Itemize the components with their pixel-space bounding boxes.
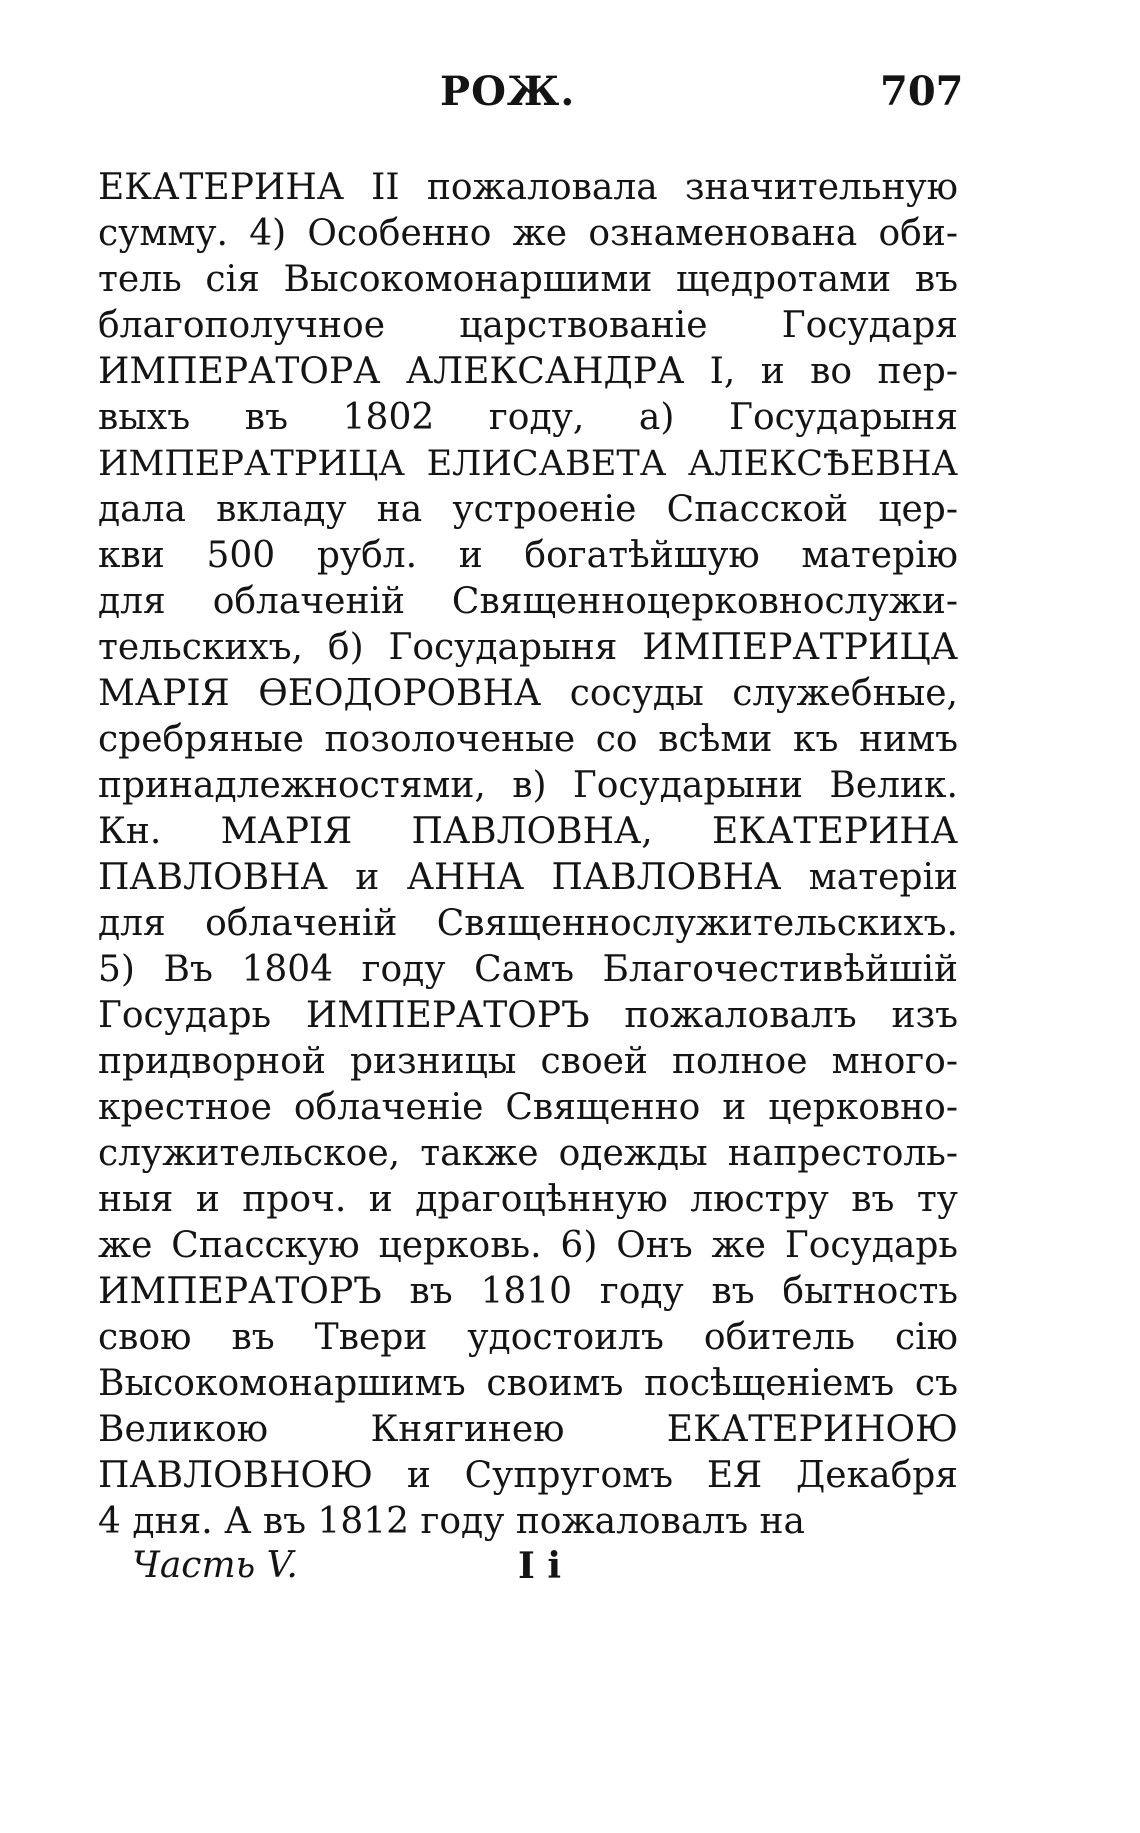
text-line: 5) Въ 1804 году Самъ Благочестивѣйшій <box>98 949 958 990</box>
text-line: выхъ въ 1802 году, а) Государыня <box>98 397 958 438</box>
text-line: служительское, также одежды напрестоль- <box>98 1133 958 1174</box>
text-line: МАРІЯ ѲЕОДОРОВНА сосуды служебные, <box>98 673 958 714</box>
text-line: ПАВЛОВНА и АННА ПАВЛОВНА матеріи <box>98 857 958 898</box>
text-line: принадлежностями, в) Государыни Велик. <box>98 765 958 806</box>
text-line: Высокомонаршимъ своимъ посѣщеніемъ съ <box>98 1363 958 1404</box>
page-header <box>0 68 1140 128</box>
text-line: для облаченій Священноцерковнослужи- <box>98 581 958 622</box>
text-line: тельскихъ, б) Государыня ИМПЕРАТРИЦА <box>98 627 958 668</box>
page-number: 707 <box>880 68 964 115</box>
text-line: для облаченій Священнослужительскихъ. <box>98 903 958 944</box>
text-line: сребряные позолоченые со всѣми къ нимъ <box>98 719 958 760</box>
text-line: свою въ Твери удостоилъ обитель сію <box>98 1317 958 1358</box>
text-line: ПАВЛОВНОЮ и Супругомъ ЕЯ Декабря <box>98 1455 958 1496</box>
signature-part: Часть V. <box>132 1545 298 1586</box>
text-line: ИМПЕРАТОРЪ въ 1810 году въ бытность <box>98 1271 958 1312</box>
body-text <box>98 165 958 1545</box>
text-line: Кн. МАРІЯ ПАВЛОВНА, ЕКАТЕРИНА <box>98 811 958 852</box>
text-line: же Спасскую церковь. 6) Онъ же Государь <box>98 1225 958 1266</box>
text-line: ИМПЕРАТРИЦА ЕЛИСАВЕТА АЛЕКСѢЕВНА <box>98 444 958 484</box>
text-line: Великою Княгинею ЕКАТЕРИНОЮ <box>98 1409 958 1450</box>
running-head: РОЖ. <box>440 68 576 115</box>
signature-mark: I i <box>518 1545 562 1587</box>
text-line: благополучное царствованіе Государя <box>98 305 958 346</box>
text-line: ЕКАТЕРИНА II пожаловала значительную <box>98 167 958 208</box>
text-line: придворной ризницы своей полное много- <box>98 1041 958 1082</box>
text-line: кви 500 рубл. и богатѣйшую матерію <box>98 535 958 576</box>
text-line: ИМПЕРАТОРА АЛЕКСАНДРА I, и во пер- <box>98 351 958 392</box>
text-line: сумму. 4) Особенно же ознаменована оби- <box>98 213 958 254</box>
text-line: крестное облаченіе Священно и церковно- <box>98 1087 958 1128</box>
text-line: ныя и проч. и драгоцѣнную люстру въ ту <box>98 1179 958 1220</box>
page-footer <box>0 1545 1140 1595</box>
text-line: Государь ИМПЕРАТОРЪ пожаловалъ изъ <box>98 995 958 1036</box>
text-line: дала вкладу на устроеніе Спасской цер- <box>98 489 958 530</box>
text-line: 4 дня. А въ 1812 году пожаловалъ на <box>98 1501 806 1542</box>
text-line: тель сія Высокомонаршими щедротами въ <box>98 259 958 300</box>
